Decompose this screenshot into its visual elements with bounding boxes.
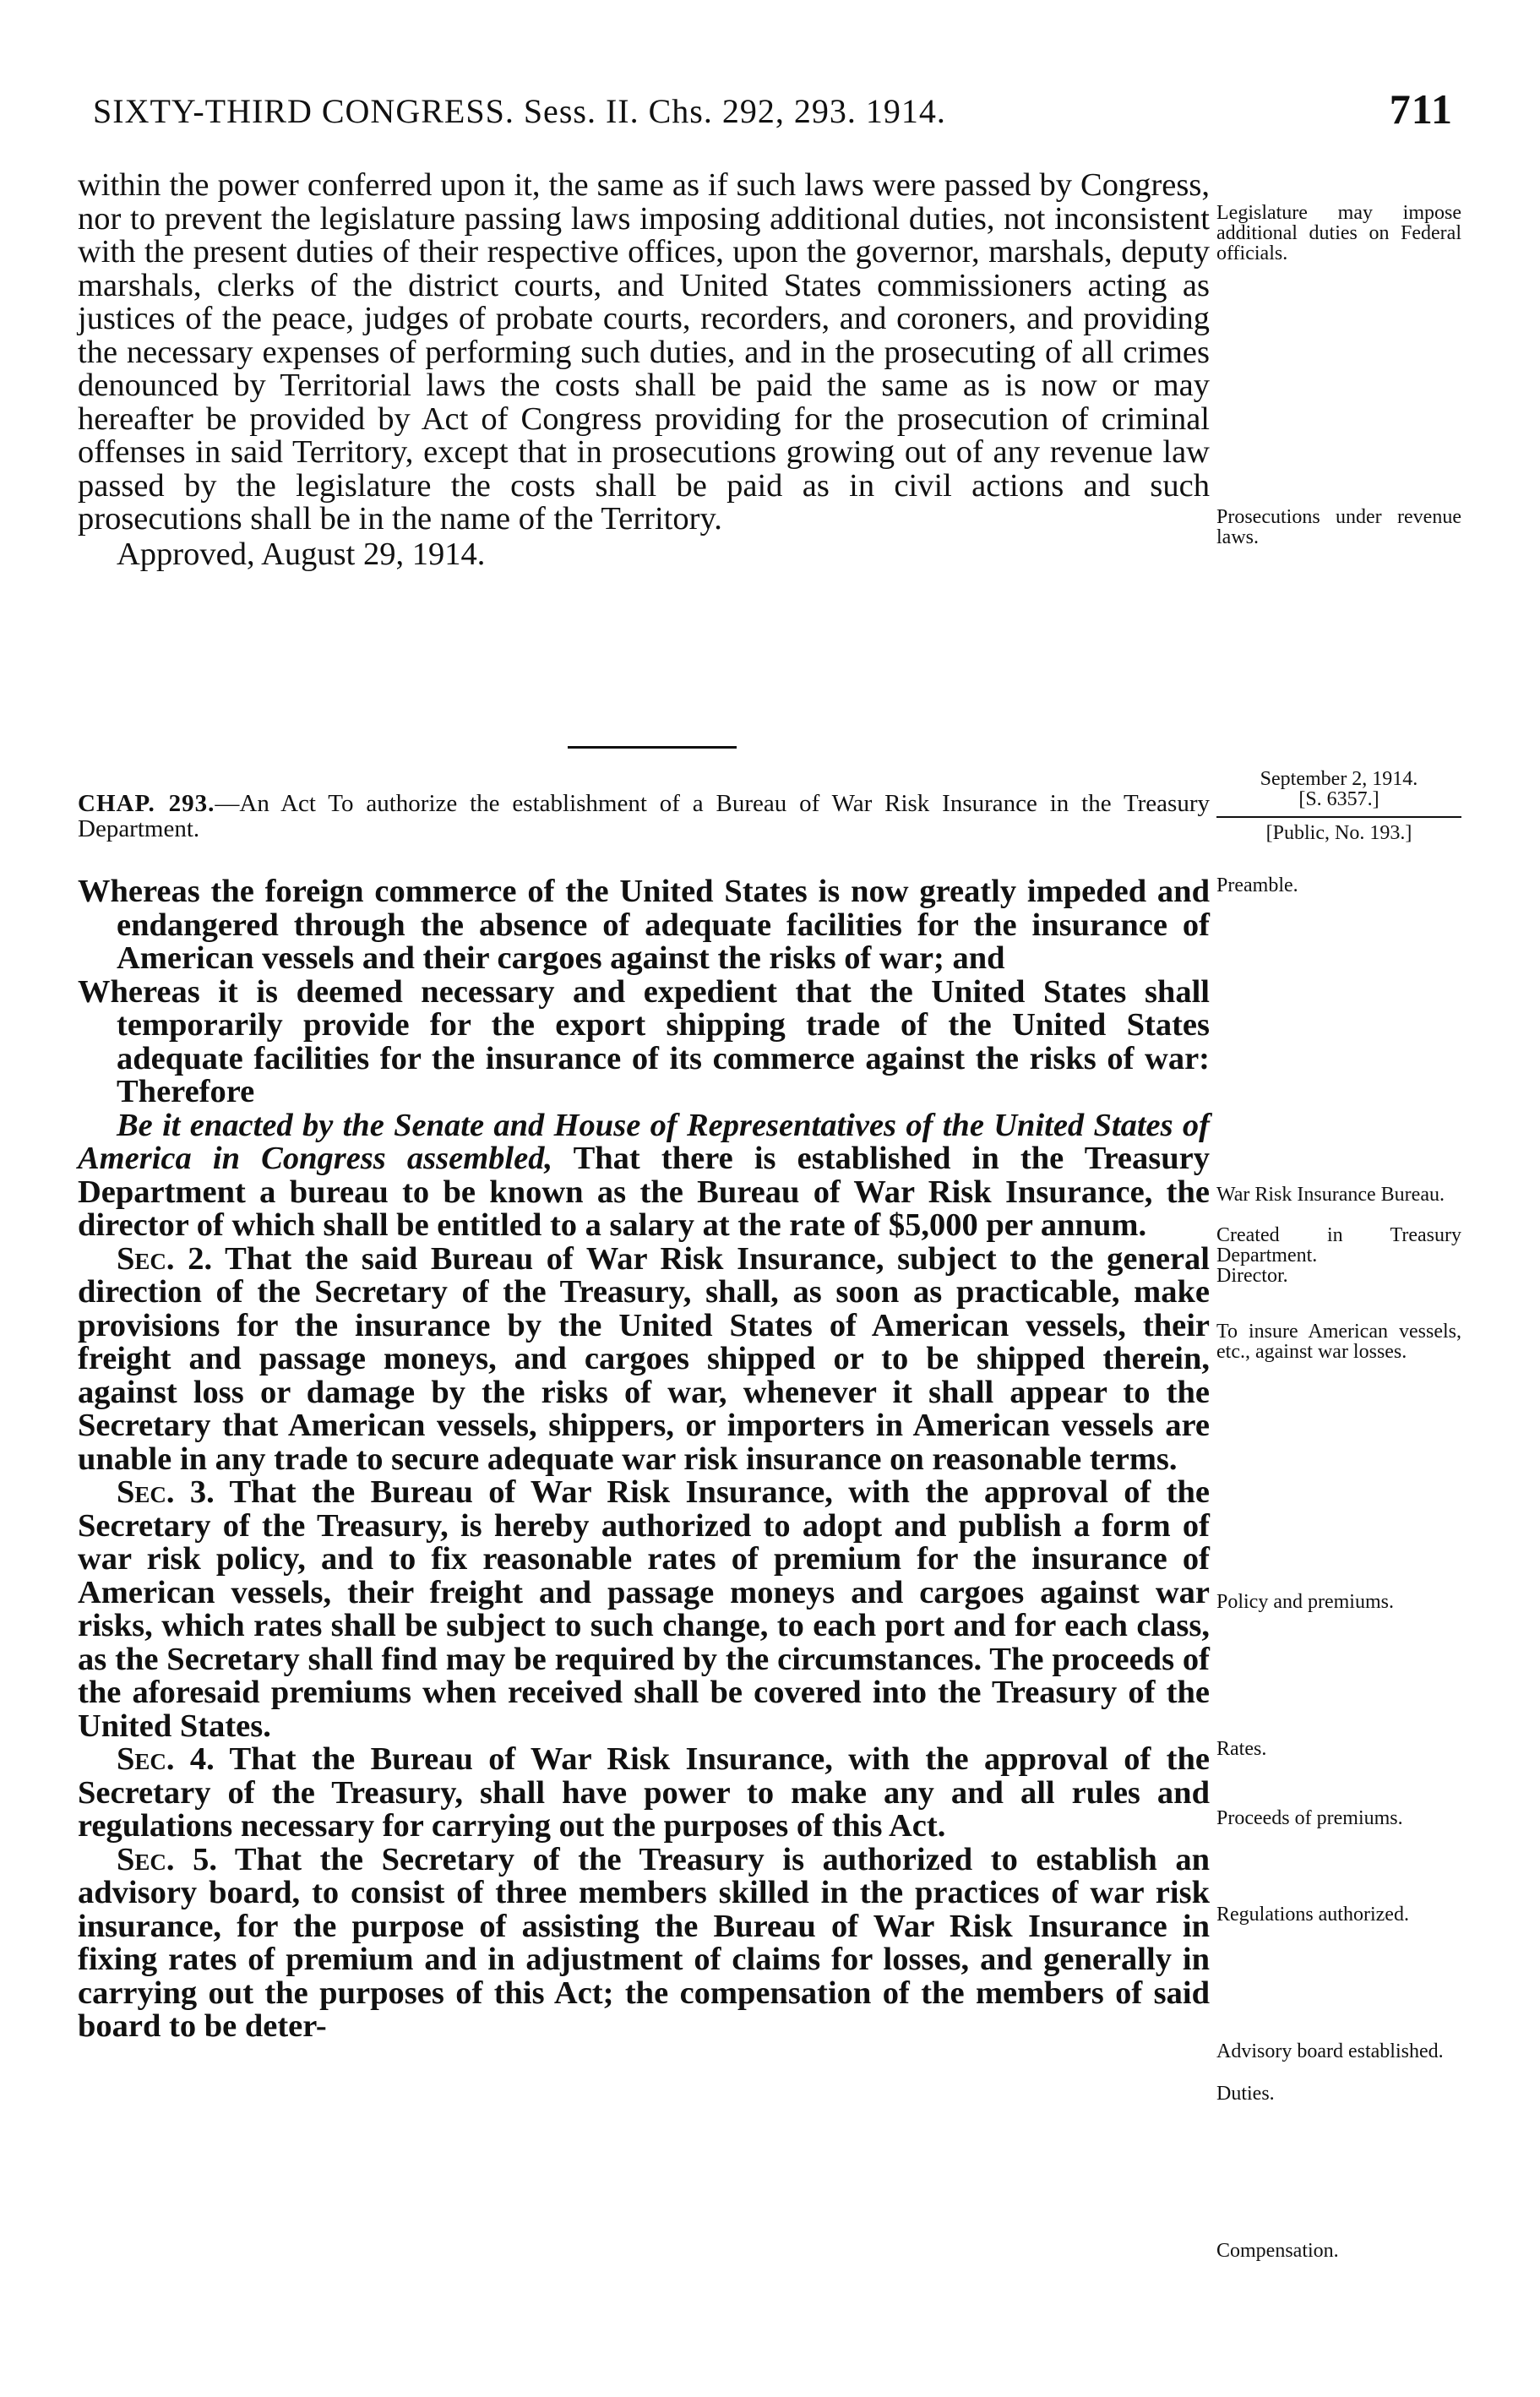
margin-note-duties: Duties. — [1216, 2083, 1275, 2105]
margin-note-compensation: Compensation. — [1216, 2240, 1339, 2262]
chapter-293-body — [78, 875, 1210, 2044]
enacting-clause: Be it enacted by the Senate and House of Representatives of the United States of America in Congress assembled, — [78, 1107, 1210, 1176]
section-4 — [78, 1743, 1210, 1844]
section-4-label: Sec. 4. — [117, 1741, 215, 1777]
section-4-text: That the Bureau of War Risk Insurance, with the approval of the Secretary of the Treasury, shall have power to make any and all rules and regulations necessary for carrying out the purposes of this Act. — [78, 1741, 1211, 1844]
section-1 — [78, 1109, 1210, 1243]
section-3-text: That the Bureau of War Risk Insurance, with the approval of the Secretary of the Treasury, is hereby authorized to adopt and publish a form of war risk policy, and to fix reasonable rates of premium for the insurance of American vessels, their freight and passage moneys and cargoes against war risks, which rates shall be subject to such change, to each port and for each class, as the Secretary shall find may be required by the circumstances. The proceeds of the aforesaid premiums when received shall be covered into the Treasury of the United States. — [78, 1474, 1211, 1744]
margin-note-policy: Policy and premiums. — [1216, 1591, 1394, 1613]
section-1-text: That there is established in the Treasury Department a bureau to be known as the Bureau of War Risk Insurance, the director of which shall be entitled to a salary at the rate of $5,000 per annum. — [78, 1141, 1210, 1243]
margin-note-war-risk: War Risk Insurance Bureau. — [1216, 1184, 1445, 1206]
margin-divider — [1216, 816, 1461, 818]
margin-note-director: Director. — [1216, 1265, 1288, 1287]
margin-notes — [1216, 0, 1470, 2397]
section-5-text: That the Secretary of the Treasury is authorized to establish an advisory board, to consist of three members skilled in the practices of war risk insurance, for the purpose of assisting the Bureau of War Risk Insurance in fixing rates of premium and in adjustment of claims for losses, and generally in carrying out the purposes of this Act; the compensation of the members of said board to be deter- — [78, 1841, 1211, 2044]
margin-note-advisory: Advisory board established. — [1216, 2040, 1444, 2062]
section-2-label: Sec. 2. — [117, 1240, 213, 1277]
section-3-label: Sec. 3. — [117, 1474, 215, 1510]
margin-note-prosecutions: Prosecutions under revenue laws. — [1216, 506, 1461, 548]
page-number: 711 — [1389, 85, 1453, 133]
chapter-title: —An Act To authorize the establishment of a Bureau of War Risk Insurance in the Treasury Department. — [78, 790, 1210, 842]
margin-note-to-insure: To insure American vessels, etc., against war losses. — [1216, 1321, 1461, 1363]
margin-note-bill: [S. 6357.] — [1298, 788, 1379, 810]
chapter-292-continuation — [78, 169, 1210, 571]
margin-note-proceeds: Proceeds of premiums. — [1216, 1807, 1403, 1829]
whereas-clause-2: Whereas it is deemed necessary and expedient that the United States shall temporarily provide for the export shipping trade of the United States adequate facilities for the insurance of its commerce against the risks of war: Therefore — [78, 973, 1210, 1109]
section-2 — [78, 1240, 1211, 1477]
section-5 — [78, 1841, 1211, 2044]
margin-note-public: [Public, No. 193.] — [1265, 822, 1412, 844]
section-divider — [568, 746, 737, 749]
section-3 — [78, 1476, 1210, 1743]
margin-note-legislature: Legislature may impose additional duties on Federal officials. — [1216, 202, 1461, 264]
section-5-label: Sec. 5. — [117, 1841, 218, 1877]
chapter-292-text: within the power conferred upon it, the same as if such laws were passed by Congress, nor to prevent the legislature passing laws imposing additional duties, not inconsistent with the present duties of their respective offices, upon the governor, marshals, deputy marshals, clerks of the district courts, and United States commissioners acting as justices of the peace, judges of probate courts, recorders, and coroners, and providing the necessary expenses of performing such duties, and in the prosecuting of all crimes denounced by Territorial laws the costs shall be paid the same as is now or may hereafter be provided by Act of Congress providing for the prosecution of criminal offenses in said Territory, except that in prosecutions growing out of any revenue law passed by the legislature the costs shall be paid as in civil actions and such prosecutions shall be in the name of the Territory. — [78, 167, 1210, 537]
chapter-number: CHAP. 293. — [78, 790, 215, 817]
margin-note-rates: Rates. — [1216, 1738, 1267, 1760]
margin-note-rule — [1216, 813, 1461, 820]
margin-note-date: September 2, 1914. — [1260, 768, 1418, 790]
margin-note-created: Created in Treasury Department. — [1216, 1224, 1461, 1267]
section-2-text: That the said Bureau of War Risk Insurance, subject to the general direction of the Secretary of the Treasury, shall, as soon as practicable, make provisions for the insurance by the United States of American vessels, their freight and passage moneys, and cargoes shipped or to be shipped therein, against loss or damage by the risks of war, whenever it shall appear to the Secretary that American vessels, shippers, or importers in American vessels are unable in any trade to secure adequate war risk insurance on reasonable terms. — [78, 1240, 1211, 1477]
running-head: SIXTY-THIRD CONGRESS. Sess. II. Chs. 292, 293. 1914. — [93, 92, 946, 130]
chapter-293-heading — [78, 791, 1210, 842]
margin-note-preamble: Preamble. — [1216, 874, 1298, 896]
approval-date: Approved, August 29, 1914. — [117, 536, 486, 572]
whereas-clause-1: Whereas the foreign commerce of the United States is now greatly impeded and endangered through the absence of adequate facilities for the insurance of American vessels and their cargoes against the risks of war; and — [78, 874, 1210, 976]
margin-note-regulations: Regulations authorized. — [1216, 1904, 1409, 1926]
